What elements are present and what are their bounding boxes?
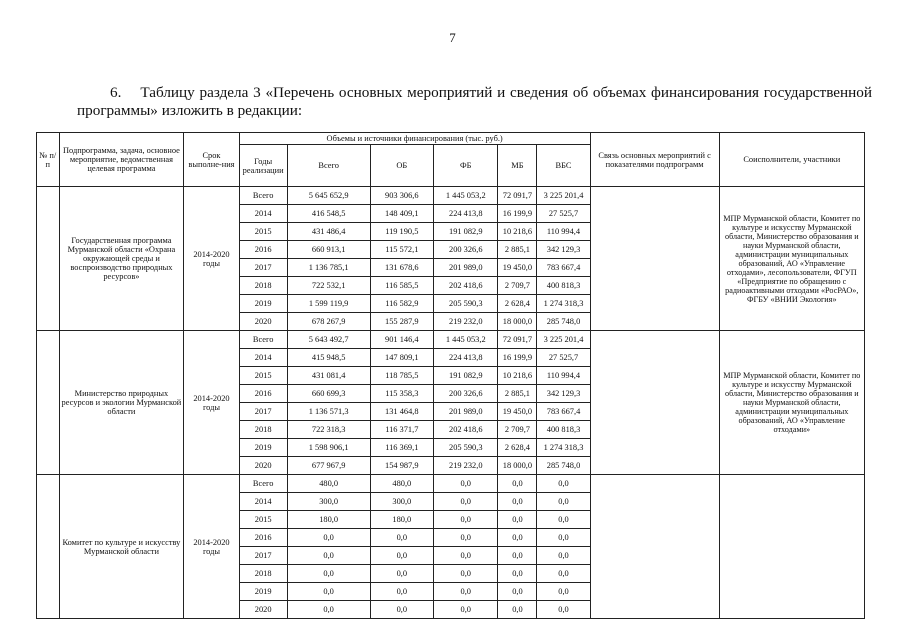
year-cell: 2016 <box>239 529 287 547</box>
total-cell: 677 967,9 <box>287 457 370 475</box>
vbs-cell: 783 667,4 <box>537 259 590 277</box>
year-cell: 2020 <box>239 601 287 619</box>
funding-table <box>36 132 865 619</box>
vbs-cell: 0,0 <box>537 511 590 529</box>
mb-cell: 2 709,7 <box>498 277 537 295</box>
table-row <box>37 331 865 349</box>
year-cell: 2015 <box>239 223 287 241</box>
total-cell: 300,0 <box>287 493 370 511</box>
ob-cell: 0,0 <box>370 529 433 547</box>
fb-cell: 200 326,6 <box>434 385 498 403</box>
ob-cell: 115 358,3 <box>370 385 433 403</box>
ob-cell: 118 785,5 <box>370 367 433 385</box>
total-cell: 678 267,9 <box>287 313 370 331</box>
total-cell: 431 486,4 <box>287 223 370 241</box>
table-row <box>37 475 865 493</box>
total-cell: 1 136 571,3 <box>287 403 370 421</box>
mb-cell: 19 450,0 <box>498 403 537 421</box>
term-cell: 2014-2020 годы <box>184 187 239 331</box>
mb-cell: 0,0 <box>498 583 537 601</box>
ob-cell: 116 371,7 <box>370 421 433 439</box>
ob-cell: 901 146,4 <box>370 331 433 349</box>
row-number-cell <box>37 475 60 619</box>
vbs-cell: 3 225 201,4 <box>537 187 590 205</box>
header-vbs: ВБС <box>537 145 590 187</box>
header-mb: МБ <box>498 145 537 187</box>
fb-cell: 0,0 <box>434 565 498 583</box>
year-cell: 2018 <box>239 565 287 583</box>
ob-cell: 131 464,8 <box>370 403 433 421</box>
fb-cell: 1 445 053,2 <box>434 331 498 349</box>
fb-cell: 0,0 <box>434 511 498 529</box>
mb-cell: 72 091,7 <box>498 331 537 349</box>
subprogram-name-cell: Комитет по культуре и искусству Мурманской области <box>59 475 184 619</box>
header-fb: ФБ <box>434 145 498 187</box>
mb-cell: 0,0 <box>498 493 537 511</box>
year-cell: 2016 <box>239 241 287 259</box>
year-cell: 2019 <box>239 295 287 313</box>
total-cell: 0,0 <box>287 529 370 547</box>
ob-cell: 0,0 <box>370 547 433 565</box>
ob-cell: 119 190,5 <box>370 223 433 241</box>
ob-cell: 155 287,9 <box>370 313 433 331</box>
total-cell: 5 643 492,7 <box>287 331 370 349</box>
ob-cell: 154 987,9 <box>370 457 433 475</box>
year-cell: 2019 <box>239 439 287 457</box>
header-term: Срок выполне-ния <box>184 133 239 187</box>
year-cell: 2016 <box>239 385 287 403</box>
total-cell: 1 599 119,9 <box>287 295 370 313</box>
section-heading <box>77 84 872 120</box>
total-cell: 480,0 <box>287 475 370 493</box>
total-cell: 660 913,1 <box>287 241 370 259</box>
vbs-cell: 285 748,0 <box>537 457 590 475</box>
total-cell: 660 699,3 <box>287 385 370 403</box>
mb-cell: 19 450,0 <box>498 259 537 277</box>
total-cell: 1 598 906,1 <box>287 439 370 457</box>
year-cell: 2018 <box>239 277 287 295</box>
year-cell: 2015 <box>239 367 287 385</box>
row-number-cell <box>37 187 60 331</box>
mb-cell: 2 885,1 <box>498 241 537 259</box>
table-body <box>37 187 865 619</box>
ob-cell: 180,0 <box>370 511 433 529</box>
vbs-cell: 0,0 <box>537 565 590 583</box>
fb-cell: 201 989,0 <box>434 259 498 277</box>
vbs-cell: 110 994,4 <box>537 223 590 241</box>
mb-cell: 16 199,9 <box>498 205 537 223</box>
fb-cell: 1 445 053,2 <box>434 187 498 205</box>
heading-line-1: 6. Таблицу раздела 3 «Перечень основных мероприятий и сведения об объемах финансирования государственной <box>110 84 872 101</box>
page-number: 7 <box>449 30 456 45</box>
ob-cell: 115 572,1 <box>370 241 433 259</box>
mb-cell: 0,0 <box>498 547 537 565</box>
year-cell: 2017 <box>239 259 287 277</box>
year-cell: 2019 <box>239 583 287 601</box>
total-cell: 0,0 <box>287 601 370 619</box>
header-funding-group: Объемы и источники финансирования (тыс. руб.) <box>239 133 590 145</box>
vbs-cell: 0,0 <box>537 547 590 565</box>
link-cell <box>590 331 719 475</box>
ob-cell: 148 409,1 <box>370 205 433 223</box>
mb-cell: 0,0 <box>498 565 537 583</box>
mb-cell: 2 885,1 <box>498 385 537 403</box>
vbs-cell: 400 818,3 <box>537 277 590 295</box>
fb-cell: 0,0 <box>434 583 498 601</box>
coexec-cell <box>719 475 864 619</box>
fb-cell: 0,0 <box>434 529 498 547</box>
fb-cell: 219 232,0 <box>434 313 498 331</box>
fb-cell: 205 590,3 <box>434 439 498 457</box>
year-cell: Всего <box>239 475 287 493</box>
year-cell: 2014 <box>239 493 287 511</box>
year-cell: 2020 <box>239 313 287 331</box>
vbs-cell: 27 525,7 <box>537 349 590 367</box>
year-cell: 2018 <box>239 421 287 439</box>
fb-cell: 0,0 <box>434 601 498 619</box>
ob-cell: 116 585,5 <box>370 277 433 295</box>
fb-cell: 0,0 <box>434 547 498 565</box>
total-cell: 0,0 <box>287 565 370 583</box>
mb-cell: 0,0 <box>498 601 537 619</box>
mb-cell: 0,0 <box>498 475 537 493</box>
year-cell: 2020 <box>239 457 287 475</box>
header-subprogram: Подпрограмма, задача, основное мероприятие, ведомственная целевая программа <box>59 133 184 187</box>
vbs-cell: 0,0 <box>537 601 590 619</box>
fb-cell: 200 326,6 <box>434 241 498 259</box>
mb-cell: 10 218,6 <box>498 223 537 241</box>
total-cell: 5 645 652,9 <box>287 187 370 205</box>
header-num: № п/п <box>37 133 60 187</box>
mb-cell: 16 199,9 <box>498 349 537 367</box>
vbs-cell: 342 129,3 <box>537 385 590 403</box>
total-cell: 1 136 785,1 <box>287 259 370 277</box>
fb-cell: 191 082,9 <box>434 223 498 241</box>
mb-cell: 18 000,0 <box>498 313 537 331</box>
header-coexec: Соисполнители, участники <box>719 133 864 187</box>
coexec-cell: МПР Мурманской области, Комитет по культуре и искусству Мурманской области, Министерство образования и науки Мурманской области, администрации муниципальных образований, АО «Управление отходами» <box>719 331 864 475</box>
fb-cell: 219 232,0 <box>434 457 498 475</box>
vbs-cell: 1 274 318,3 <box>537 295 590 313</box>
term-cell: 2014-2020 годы <box>184 475 239 619</box>
mb-cell: 0,0 <box>498 511 537 529</box>
vbs-cell: 27 525,7 <box>537 205 590 223</box>
year-cell: 2017 <box>239 403 287 421</box>
table-row <box>37 187 865 205</box>
fb-cell: 201 989,0 <box>434 403 498 421</box>
ob-cell: 903 306,6 <box>370 187 433 205</box>
ob-cell: 116 369,1 <box>370 439 433 457</box>
ob-cell: 300,0 <box>370 493 433 511</box>
subprogram-name-cell: Министерство природных ресурсов и экологии Мурманской области <box>59 331 184 475</box>
link-cell <box>590 187 719 331</box>
vbs-cell: 110 994,4 <box>537 367 590 385</box>
vbs-cell: 0,0 <box>537 583 590 601</box>
ob-cell: 0,0 <box>370 583 433 601</box>
total-cell: 722 318,3 <box>287 421 370 439</box>
year-cell: Всего <box>239 331 287 349</box>
vbs-cell: 3 225 201,4 <box>537 331 590 349</box>
ob-cell: 131 678,6 <box>370 259 433 277</box>
fb-cell: 202 418,6 <box>434 421 498 439</box>
link-cell <box>590 475 719 619</box>
fb-cell: 191 082,9 <box>434 367 498 385</box>
vbs-cell: 400 818,3 <box>537 421 590 439</box>
mb-cell: 18 000,0 <box>498 457 537 475</box>
coexec-cell: МПР Мурманской области, Комитет по культуре и искусству Мурманской области, Министерство образования и науки Мурманской области, администрации муниципальных образований, АО «Управление отходами», лесопользователи, ФГУП «Предприятие по обращению с радиоактивными отходами «РосРАО», ФГБУ «ВНИИ Экология» <box>719 187 864 331</box>
year-cell: 2017 <box>239 547 287 565</box>
header-years: Годы реализации <box>239 145 287 187</box>
fb-cell: 224 413,8 <box>434 349 498 367</box>
header-link: Связь основных мероприятий с показателями подпрограмм <box>590 133 719 187</box>
heading-line-2: программы» изложить в редакции: <box>77 102 303 119</box>
vbs-cell: 1 274 318,3 <box>537 439 590 457</box>
vbs-cell: 0,0 <box>537 529 590 547</box>
mb-cell: 10 218,6 <box>498 367 537 385</box>
year-cell: 2015 <box>239 511 287 529</box>
mb-cell: 0,0 <box>498 529 537 547</box>
mb-cell: 2 628,4 <box>498 295 537 313</box>
fb-cell: 0,0 <box>434 475 498 493</box>
vbs-cell: 285 748,0 <box>537 313 590 331</box>
header-ob: ОБ <box>370 145 433 187</box>
header-total: Всего <box>287 145 370 187</box>
term-cell: 2014-2020 годы <box>184 331 239 475</box>
total-cell: 722 532,1 <box>287 277 370 295</box>
total-cell: 0,0 <box>287 547 370 565</box>
fb-cell: 0,0 <box>434 493 498 511</box>
mb-cell: 2 628,4 <box>498 439 537 457</box>
subprogram-name-cell: Государственная программа Мурманской области «Охрана окружающей среды и воспроизводство природных ресурсов» <box>59 187 184 331</box>
vbs-cell: 0,0 <box>537 493 590 511</box>
mb-cell: 72 091,7 <box>498 187 537 205</box>
ob-cell: 147 809,1 <box>370 349 433 367</box>
vbs-cell: 783 667,4 <box>537 403 590 421</box>
row-number-cell <box>37 331 60 475</box>
total-cell: 416 548,5 <box>287 205 370 223</box>
vbs-cell: 342 129,3 <box>537 241 590 259</box>
fb-cell: 205 590,3 <box>434 295 498 313</box>
vbs-cell: 0,0 <box>537 475 590 493</box>
total-cell: 415 948,5 <box>287 349 370 367</box>
mb-cell: 2 709,7 <box>498 421 537 439</box>
ob-cell: 0,0 <box>370 601 433 619</box>
year-cell: 2014 <box>239 205 287 223</box>
fb-cell: 202 418,6 <box>434 277 498 295</box>
fb-cell: 224 413,8 <box>434 205 498 223</box>
year-cell: Всего <box>239 187 287 205</box>
year-cell: 2014 <box>239 349 287 367</box>
ob-cell: 480,0 <box>370 475 433 493</box>
total-cell: 180,0 <box>287 511 370 529</box>
total-cell: 0,0 <box>287 583 370 601</box>
ob-cell: 0,0 <box>370 565 433 583</box>
ob-cell: 116 582,9 <box>370 295 433 313</box>
total-cell: 431 081,4 <box>287 367 370 385</box>
